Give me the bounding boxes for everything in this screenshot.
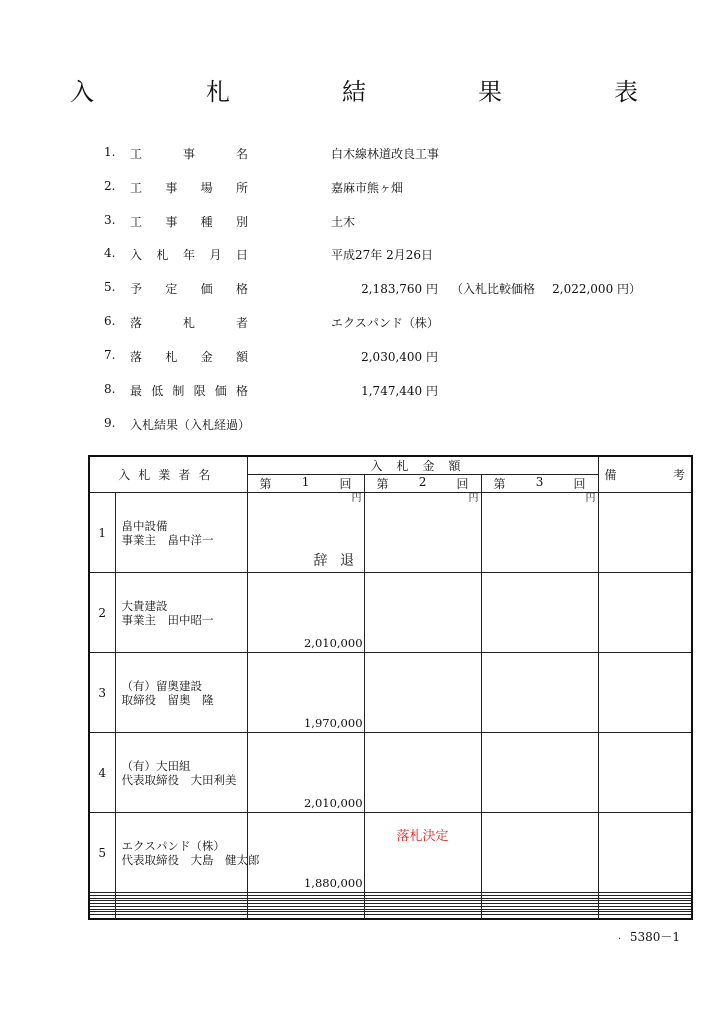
round3-amount-cell (481, 653, 598, 733)
round2-amount-cell (364, 653, 481, 733)
table-row (89, 493, 692, 573)
info-row-7 (0, 348, 720, 368)
bid-amount: 1,880,000 (303, 876, 363, 891)
header-round-1: 第 1 回 (247, 475, 364, 493)
yen-unit: 円 (468, 493, 479, 504)
round1-amount-cell (247, 733, 364, 813)
info-label: 工 事 名 (130, 147, 248, 161)
row-number: 1 (89, 493, 115, 573)
remarks-cell (598, 733, 692, 813)
info-value: 嘉麻市熊ヶ畑 (331, 181, 404, 195)
info-value: 土木 (331, 215, 356, 229)
header-bidder-name: 入札業者名 (89, 456, 247, 493)
company-name: （有）留奥建設 (121, 678, 202, 693)
table-row (89, 733, 692, 813)
bid-amount: 2,010,000 (303, 636, 363, 651)
bidder-cell (115, 653, 247, 733)
award-decision-stamp: 落札決定 (396, 829, 449, 845)
info-label: 予 定 価 格 (130, 282, 248, 296)
company-name: エクスパンド（株） (121, 838, 225, 853)
round2-amount-cell (364, 733, 481, 813)
info-row-5 (0, 280, 720, 300)
round2-amount-cell (364, 573, 481, 653)
table-row (89, 653, 692, 733)
yen-unit: 円 (585, 493, 596, 504)
round1-amount-cell (247, 493, 364, 573)
row-number: 2 (89, 573, 115, 653)
info-label: 落 札 金 額 (130, 350, 248, 364)
info-value: 白木線林道改良工事 (331, 147, 440, 161)
info-label: 入札結果（入札経過） (130, 418, 251, 432)
round3-amount-cell (481, 493, 598, 573)
info-label: 入 札 年 月 日 (130, 248, 248, 262)
company-name: （有）大田組 (121, 758, 191, 773)
bidder-cell (115, 573, 247, 653)
remarks-cell (598, 653, 692, 733)
info-row-9 (0, 416, 720, 436)
header-bid-amount: 入札金額 (247, 456, 598, 475)
round3-amount-cell (481, 573, 598, 653)
yen-unit: 円 (351, 493, 362, 504)
info-number: 7. (104, 348, 116, 362)
info-number: 2. (104, 179, 116, 193)
info-number: 4. (104, 246, 116, 260)
info-label: 工 事 場 所 (130, 181, 248, 195)
header-round-3: 第 3 回 (481, 475, 598, 493)
round3-amount-cell (481, 733, 598, 813)
empty-table-row (89, 915, 692, 919)
info-value: 1,747,440 円 (361, 384, 438, 398)
remarks-cell (598, 493, 692, 573)
remarks-cell (598, 813, 692, 893)
info-value: 2,030,400 円 (361, 350, 438, 364)
table-row (89, 573, 692, 653)
info-row-6 (0, 314, 720, 334)
header-remarks: 備 考 (598, 456, 692, 493)
representative: 取締役 留奥 隆 (121, 692, 214, 707)
bid-amount: 1,970,000 (303, 716, 363, 731)
declined-label: 辞 退 (313, 553, 358, 570)
info-number: 3. (104, 213, 116, 227)
info-label: 最 低 制 限 価 格 (130, 384, 248, 398)
round2-amount-cell (364, 493, 481, 573)
representative: 事業主 畠中洋一 (121, 532, 214, 547)
page-number: 5380－1 (629, 930, 680, 944)
bid-amount: 2,010,000 (303, 796, 363, 811)
table-row (89, 813, 692, 893)
round1-amount-cell (247, 813, 364, 893)
representative: 代表取締役 大島 健太郎 (121, 852, 260, 867)
round1-amount-cell (247, 573, 364, 653)
info-row-1 (0, 145, 720, 165)
info-value: エクスパンド（株） (331, 316, 439, 330)
info-label: 落 札 者 (130, 316, 248, 330)
representative: 代表取締役 大田利美 (121, 772, 237, 787)
info-value: 平成27年 2月26日 (331, 248, 433, 262)
info-row-2 (0, 179, 720, 199)
row-number: 3 (89, 653, 115, 733)
footer-dot: . (618, 931, 622, 942)
info-number: 8. (104, 382, 116, 396)
info-row-8 (0, 382, 720, 402)
info-number: 9. (104, 416, 116, 430)
bid-results-table (88, 455, 693, 920)
row-number: 5 (89, 813, 115, 893)
bidder-cell (115, 813, 260, 893)
document-title: 入 札 結 果 表 (70, 78, 682, 106)
info-row-4 (0, 246, 720, 266)
info-number: 1. (104, 145, 116, 159)
info-value: 2,183,760 円 (361, 282, 438, 296)
bidder-cell (115, 493, 247, 573)
header-round-2: 第 2 回 (364, 475, 481, 493)
remarks-cell (598, 573, 692, 653)
info-number: 5. (104, 280, 116, 294)
representative: 事業主 田中昭一 (121, 612, 214, 627)
round3-amount-cell (481, 813, 598, 893)
info-number: 6. (104, 314, 116, 328)
info-label: 工 事 種 別 (130, 215, 248, 229)
company-name: 畠中設備 (121, 518, 168, 533)
round1-amount-cell (247, 653, 364, 733)
round2-amount-cell (364, 813, 481, 893)
info-row-3 (0, 213, 720, 233)
comparison-price: （入札比較価格 2,022,000 円） (451, 282, 642, 296)
row-number: 4 (89, 733, 115, 813)
company-name: 大貴建設 (121, 598, 168, 613)
bidder-cell (115, 733, 247, 813)
